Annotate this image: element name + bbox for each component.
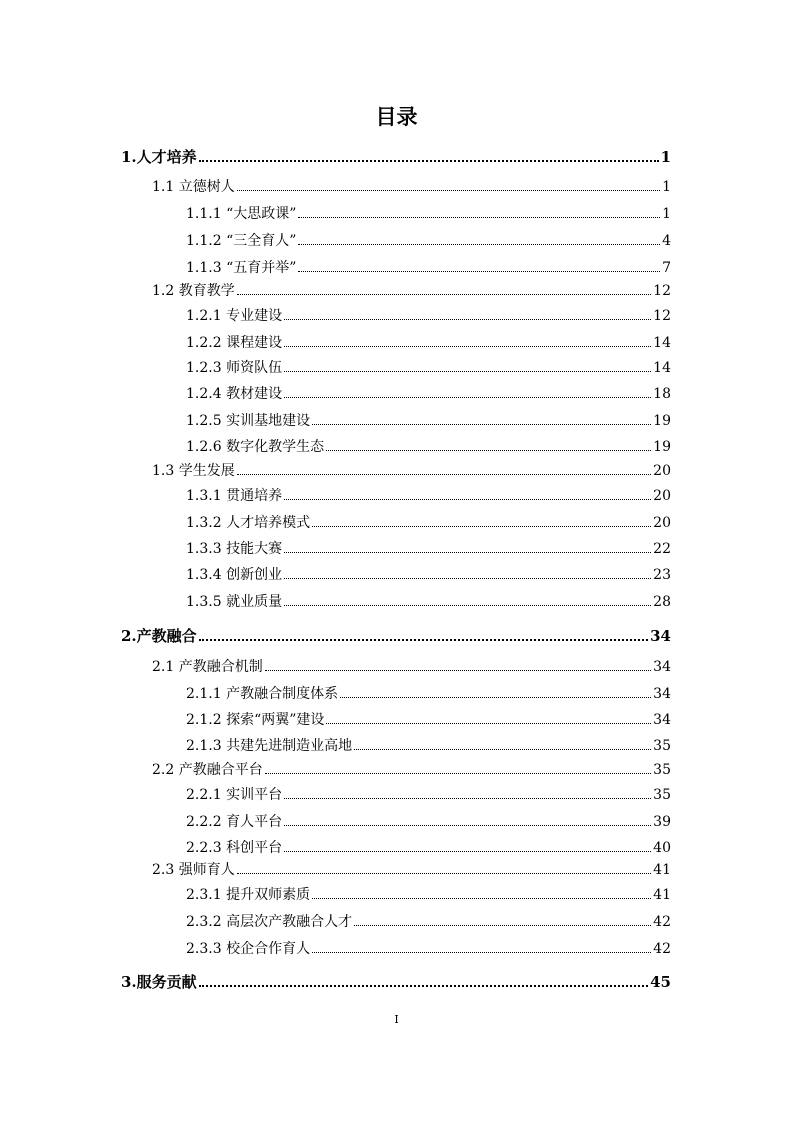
toc-entry-page: 14 (653, 335, 671, 351)
toc-entry-page: 28 (653, 594, 671, 610)
page-number: I (394, 1013, 399, 1026)
toc-entry-level3[interactable] (186, 684, 671, 704)
toc-entry-level3[interactable] (186, 358, 671, 378)
toc-dot-leader (340, 697, 651, 698)
toc-entry-page: 45 (650, 973, 671, 991)
toc-entry-page: 4 (662, 233, 671, 249)
toc-dot-leader (354, 749, 651, 750)
toc-dot-leader (199, 639, 648, 641)
toc-entry-level3[interactable] (186, 565, 671, 585)
toc-entry-level3[interactable] (186, 885, 671, 905)
toc-entry-page: 34 (653, 712, 671, 728)
toc-entry-page: 19 (653, 413, 671, 429)
toc-entry-level3[interactable] (186, 812, 671, 832)
toc-entry-page: 41 (653, 887, 671, 903)
toc-dot-leader (326, 450, 651, 451)
toc-dot-leader (284, 851, 651, 852)
toc-entry-label: 1.1.2 “三全育人” (186, 233, 297, 249)
toc-entry-page: 20 (653, 488, 671, 504)
toc-dot-leader (298, 244, 660, 245)
toc-entry-level3[interactable] (186, 838, 671, 858)
toc-dot-leader (284, 397, 651, 398)
toc-entry-page: 34 (653, 659, 671, 675)
toc-entry-label: 1.人才培养 (121, 148, 197, 166)
toc-entry-label: 2.3.1 提升双师素质 (186, 887, 311, 903)
toc-entry-page: 1 (662, 179, 671, 195)
toc-entry-page: 35 (653, 738, 671, 754)
toc-entry-page: 7 (662, 260, 671, 276)
toc-dot-leader (199, 160, 659, 162)
toc-entry-page: 18 (653, 386, 671, 402)
toc-entry-level3[interactable] (186, 258, 671, 278)
toc-dot-leader (265, 773, 651, 774)
toc-dot-leader (326, 723, 651, 724)
toc-entry-page: 42 (653, 941, 671, 957)
toc-entry-level2[interactable] (152, 760, 671, 780)
toc-dot-leader (284, 346, 651, 347)
toc-entry-label: 1.3.2 人才培养模式 (186, 515, 311, 531)
toc-entry-page: 22 (653, 541, 671, 557)
toc-dot-leader (284, 319, 651, 320)
toc-dot-leader (199, 985, 648, 987)
toc-entry-page: 23 (653, 567, 671, 583)
page-title: 目录 (375, 104, 418, 129)
toc-entry-page: 40 (653, 840, 671, 856)
toc-entry-label: 2.2.2 育人平台 (186, 814, 283, 830)
toc-entry-page: 12 (653, 283, 671, 299)
toc-entry-page: 12 (653, 308, 671, 324)
toc-entry-level3[interactable] (186, 231, 671, 251)
toc-entry-level1[interactable] (121, 972, 671, 992)
toc-entry-label: 1.1.3 “五育并举” (186, 260, 297, 276)
toc-entry-label: 1.2.5 实训基地建设 (186, 413, 311, 429)
toc-entry-level3[interactable] (186, 939, 671, 959)
toc-entry-page: 1 (662, 206, 671, 222)
toc-entry-level3[interactable] (186, 785, 671, 805)
toc-entry-label: 2.3 强师育人 (152, 862, 235, 878)
toc-entry-label: 2.产教融合 (121, 627, 197, 645)
toc-dot-leader (312, 424, 651, 425)
toc-entry-label: 1.1.1 “大思政课” (186, 206, 297, 222)
toc-entry-page: 35 (653, 762, 671, 778)
toc-dot-leader (237, 190, 660, 191)
toc-entry-page: 34 (653, 686, 671, 702)
toc-entry-page: 41 (653, 862, 671, 878)
toc-entry-label: 2.1.1 产教融合制度体系 (186, 686, 339, 702)
toc-dot-leader (312, 952, 651, 953)
toc-entry-level3[interactable] (186, 912, 671, 932)
toc-dot-leader (237, 474, 651, 475)
toc-entry-label: 2.1.2 探索“两翼”建设 (186, 712, 325, 728)
toc-dot-leader (284, 798, 651, 799)
toc-entry-label: 1.3.1 贯通培养 (186, 488, 283, 504)
toc-dot-leader (312, 898, 651, 899)
toc-entry-level3[interactable] (186, 437, 671, 457)
toc-entry-page: 20 (653, 515, 671, 531)
toc-entry-level3[interactable] (186, 736, 671, 756)
toc-entry-label: 1.1 立德树人 (152, 179, 235, 195)
toc-entry-level2[interactable] (152, 177, 671, 197)
toc-entry-level2[interactable] (152, 461, 671, 481)
toc-dot-leader (284, 578, 651, 579)
toc-entry-label: 2.1.3 共建先进制造业高地 (186, 738, 353, 754)
toc-entry-level2[interactable] (152, 281, 671, 301)
toc-entry-level3[interactable] (186, 411, 671, 431)
toc-entry-label: 2.3.2 高层次产教融合人才 (186, 914, 353, 930)
toc-entry-level3[interactable] (186, 306, 671, 326)
toc-entry-label: 1.2.1 专业建设 (186, 308, 283, 324)
toc-entry-page: 34 (650, 627, 671, 645)
toc-entry-label: 1.2.3 师资队伍 (186, 360, 283, 376)
toc-entry-label: 1.2.6 数字化教学生态 (186, 439, 325, 455)
toc-dot-leader (298, 271, 660, 272)
toc-dot-leader (265, 670, 651, 671)
toc-entry-level3[interactable] (186, 333, 671, 353)
toc-dot-leader (284, 499, 651, 500)
toc-entry-level1[interactable] (121, 626, 671, 646)
toc-entry-label: 3.服务贡献 (121, 973, 197, 991)
toc-dot-leader (284, 552, 651, 553)
toc-dot-leader (354, 925, 651, 926)
toc-dot-leader (284, 605, 651, 606)
toc-entry-page: 35 (653, 787, 671, 803)
toc-entry-level3[interactable] (186, 710, 671, 730)
toc-entry-label: 2.2.1 实训平台 (186, 787, 283, 803)
toc-entry-label: 2.1 产教融合机制 (152, 659, 263, 675)
toc-entry-label: 2.2 产教融合平台 (152, 762, 263, 778)
toc-entry-label: 1.3 学生发展 (152, 463, 235, 479)
toc-entry-label: 2.2.3 科创平台 (186, 840, 283, 856)
toc-entry-level3[interactable] (186, 592, 671, 612)
toc-entry-page: 1 (660, 148, 671, 166)
toc-entry-level3[interactable] (186, 204, 671, 224)
toc-entry-level1[interactable] (121, 147, 671, 167)
toc-entry-level3[interactable] (186, 513, 671, 533)
toc-entry-label: 1.3.3 技能大赛 (186, 541, 283, 557)
toc-dot-leader (237, 294, 651, 295)
toc-entry-label: 1.2 教育教学 (152, 283, 235, 299)
toc-entry-label: 1.2.2 课程建设 (186, 335, 283, 351)
toc-dot-leader (312, 526, 651, 527)
toc-entry-label: 1.2.4 教材建设 (186, 386, 283, 402)
toc-entry-page: 19 (653, 439, 671, 455)
toc-dot-leader (298, 217, 660, 218)
toc-entry-label: 1.3.5 就业质量 (186, 594, 283, 610)
toc-entry-label: 1.3.4 创新创业 (186, 567, 283, 583)
toc-entry-level2[interactable] (152, 657, 671, 677)
toc-entry-page: 39 (653, 814, 671, 830)
toc-entry-level3[interactable] (186, 539, 671, 559)
toc-entry-level3[interactable] (186, 486, 671, 506)
toc-entry-page: 20 (653, 463, 671, 479)
toc-dot-leader (237, 873, 651, 874)
toc-dot-leader (284, 371, 651, 372)
toc-dot-leader (284, 825, 651, 826)
toc-entry-page: 14 (653, 360, 671, 376)
toc-entry-level2[interactable] (152, 860, 671, 880)
toc-entry-level3[interactable] (186, 384, 671, 404)
toc-entry-label: 2.3.3 校企合作育人 (186, 941, 311, 957)
toc-entry-page: 42 (653, 914, 671, 930)
